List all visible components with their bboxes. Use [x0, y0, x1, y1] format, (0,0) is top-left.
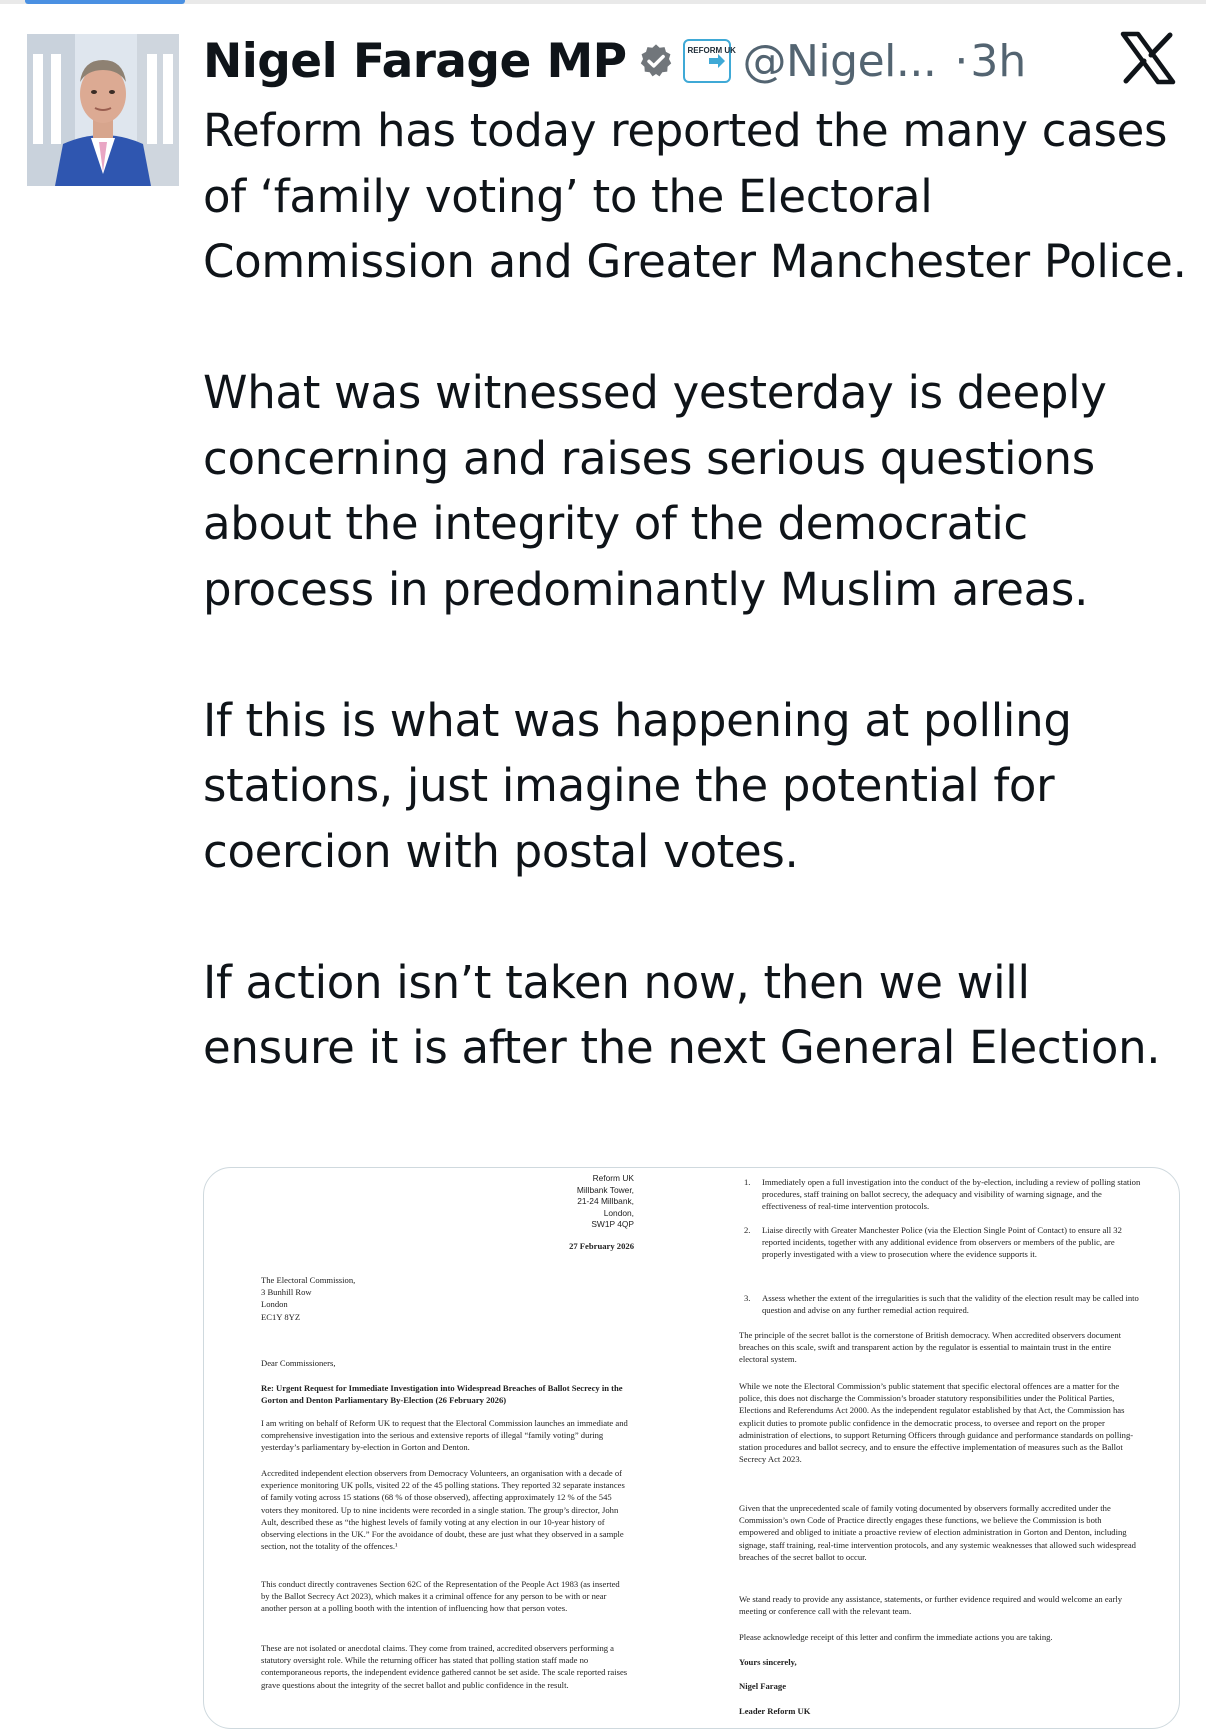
- post-text: [203, 98, 1193, 1081]
- top-active-tab-indicator: [25, 0, 185, 4]
- sender-address-line: SW1P 4QP: [591, 1219, 634, 1229]
- avatar-photo: [27, 34, 179, 186]
- letter-closing: Yours sincerely,: [739, 1657, 797, 1667]
- numbered-request: [744, 1224, 1144, 1261]
- letter-paragraph: Given that the unprecedented scale of family voting documented by observers formally accredited under the Commission’s own Code of Practice directly engages these functions, we believe the Commission is both empowered and obliged to initiate a proactive review of election administration in Gorton and Denton, including signage, staff training, real-time intervention protocols, and any systemic weaknesses that allowed such widespread breaches of the secret ballot to occur.: [739, 1503, 1136, 1562]
- attached-letter-image[interactable]: [203, 1167, 1180, 1729]
- letter-paragraph: I am writing on behalf of Reform UK to request that the Electoral Commission launches an immediate and comprehensive investigation into the serious and extensive reports of illegal “family voting” during yesterday’s parliamentary by-election in Gorton and Denton.: [261, 1418, 628, 1453]
- sender-address-line: London,: [603, 1207, 634, 1218]
- recipient-address-line: EC1Y 8YZ: [261, 1311, 301, 1322]
- recipient-address-line: The Electoral Commission,: [261, 1275, 356, 1285]
- reform-uk-affiliate-icon[interactable]: [683, 39, 736, 83]
- x-logo-icon[interactable]: [1121, 32, 1175, 84]
- post-paragraph: If this is what was happening at polling stations, just imagine the potential for coercion with postal votes.: [203, 693, 1072, 878]
- display-name[interactable]: Nigel Farage MP: [203, 33, 627, 89]
- letter-paragraph: This conduct directly contravenes Section 62C of the Representation of the People Act 1983 (as inserted by the Ballot Secrecy Act 2023), which makes it a criminal offence for any person to be with or near another person at a polling booth with the intention of influencing how that person votes.: [261, 1579, 620, 1614]
- letter-paragraph: These are not isolated or anecdotal claims. They come from trained, accredited observers performing a statutory oversight role. While the returning officer has stated that polling station staff made no contemporaneous reports, the independent evidence gathered cannot be set aside. The scale reported raises grave questions about the integrity of the secret ballot and public confidence in the result.: [261, 1643, 628, 1690]
- avatar[interactable]: [27, 34, 179, 186]
- numbered-request-text: Liaise directly with Greater Manchester Police (via the Election Single Point of Contact) to ensure all 32 reported incidents, together with any additional evidence from observers or members of the public, are properly investigated with a view to prosecution where the evidence supports it.: [762, 1225, 1122, 1260]
- verified-badge-icon[interactable]: [637, 42, 675, 80]
- top-progress-bar: [0, 0, 1206, 4]
- affiliate-badge-text: REFORM UK: [687, 46, 736, 55]
- arrow-right-icon: [707, 51, 727, 71]
- numbered-request-text: Assess whether the extent of the irregularities is such that the validity of the election result may be called into question and advise on any further remedial action required.: [762, 1293, 1139, 1316]
- numbered-request-index: 3.: [744, 1293, 751, 1303]
- post-paragraph: What was witnessed yesterday is deeply concerning and raises serious questions about the integrity of the democratic process in predominantly Muslim areas.: [203, 366, 1107, 616]
- numbered-request-index: 1.: [744, 1177, 751, 1187]
- sender-address: [534, 1173, 634, 1231]
- letter-signatory: Nigel Farage: [739, 1681, 787, 1691]
- letter-paragraph: Please acknowledge receipt of this letter and confirm the immediate actions you are taking.: [739, 1632, 1053, 1642]
- sender-address-line: Millbank Tower,: [576, 1184, 634, 1195]
- letter-subject: Re: Urgent Request for Immediate Investigation into Widespread Breaches of Ballot Secrecy in the Gorton and Denton Parliamentary By-Election (26 February 2026): [261, 1383, 623, 1406]
- recipient-address-line: 3 Bunhill Row: [261, 1287, 312, 1298]
- letter-salutation: Dear Commissioners,: [261, 1358, 336, 1368]
- recipient-address: [261, 1274, 629, 1323]
- numbered-request-index: 2.: [744, 1225, 751, 1235]
- letter-paragraph: Accredited independent election observers from Democracy Volunteers, an organisation with a decade of experience monitoring UK polls, visited 22 of the 45 polling stations. They reported 32 separate instances of family voting across 15 stations (68 % of those observed), affecting approximately 12 % of the 545 voters they monitored. Up to nine incidents were recorded in a single station. The group’s director, John Ault, described these as “the highest levels of family voting at any election in our 10-year history of observing elections in the UK.” For the avoidance of doubt, these are just what they observed in a sample section, not the totality of the offences.¹: [261, 1468, 625, 1552]
- sender-address-line: 21-24 Millbank,: [577, 1196, 634, 1206]
- post-header: [203, 28, 1026, 94]
- numbered-request: [744, 1292, 1144, 1316]
- sender-address-line: Reform UK: [592, 1173, 634, 1183]
- recipient-address-line: London: [261, 1299, 288, 1310]
- letter-paragraph: We stand ready to provide any assistance, statements, or further evidence required and would welcome an early meeting or conference call with the relevant team.: [739, 1594, 1123, 1617]
- post-timestamp[interactable]: 3h: [970, 35, 1027, 87]
- post-paragraph: Reform has today reported the many cases of ‘family voting’ to the Electoral Commission and Greater Manchester Police.: [203, 104, 1187, 288]
- separator-dot: ·: [954, 35, 969, 87]
- numbered-request-text: Immediately open a full investigation into the conduct of the by-election, including a review of polling station procedures, staff training on ballot secrecy, the adequacy and visibility of warning signage, and the effectiveness of real-time intervention protocols.: [762, 1177, 1141, 1212]
- letter-paragraph: The principle of the secret ballot is the cornerstone of British democracy. When accredited observers document breaches on this scale, swift and transparent action by the regulator is essential to maintain trust in the entire electoral system.: [739, 1330, 1122, 1365]
- numbered-request: [744, 1176, 1144, 1213]
- letter-signatory-title: Leader Reform UK: [739, 1706, 811, 1716]
- letter-date: 27 February 2026: [569, 1241, 634, 1251]
- post-paragraph: If action isn’t taken now, then we will ensure it is after the next General Election.: [203, 955, 1161, 1074]
- letter-paragraph: While we note the Electoral Commission’s public statement that specific electoral offences are a matter for the police, this does not discharge the Commission’s broader statutory responsibilities under the Political Parties, Elections and Referendums Act 2000. As the independent regulator established by that Act, the Commission has explicit duties to promote public confidence in the democratic process, to oversee and report on the proper administration of elections, to support Returning Officers through guidance and performance standards on polling-station procedures and ballot secrecy, and to ensure the effective implementation of measures such as the Ballot Secrecy Act 2023.: [739, 1381, 1134, 1465]
- user-handle[interactable]: @Nigel...: [742, 35, 937, 87]
